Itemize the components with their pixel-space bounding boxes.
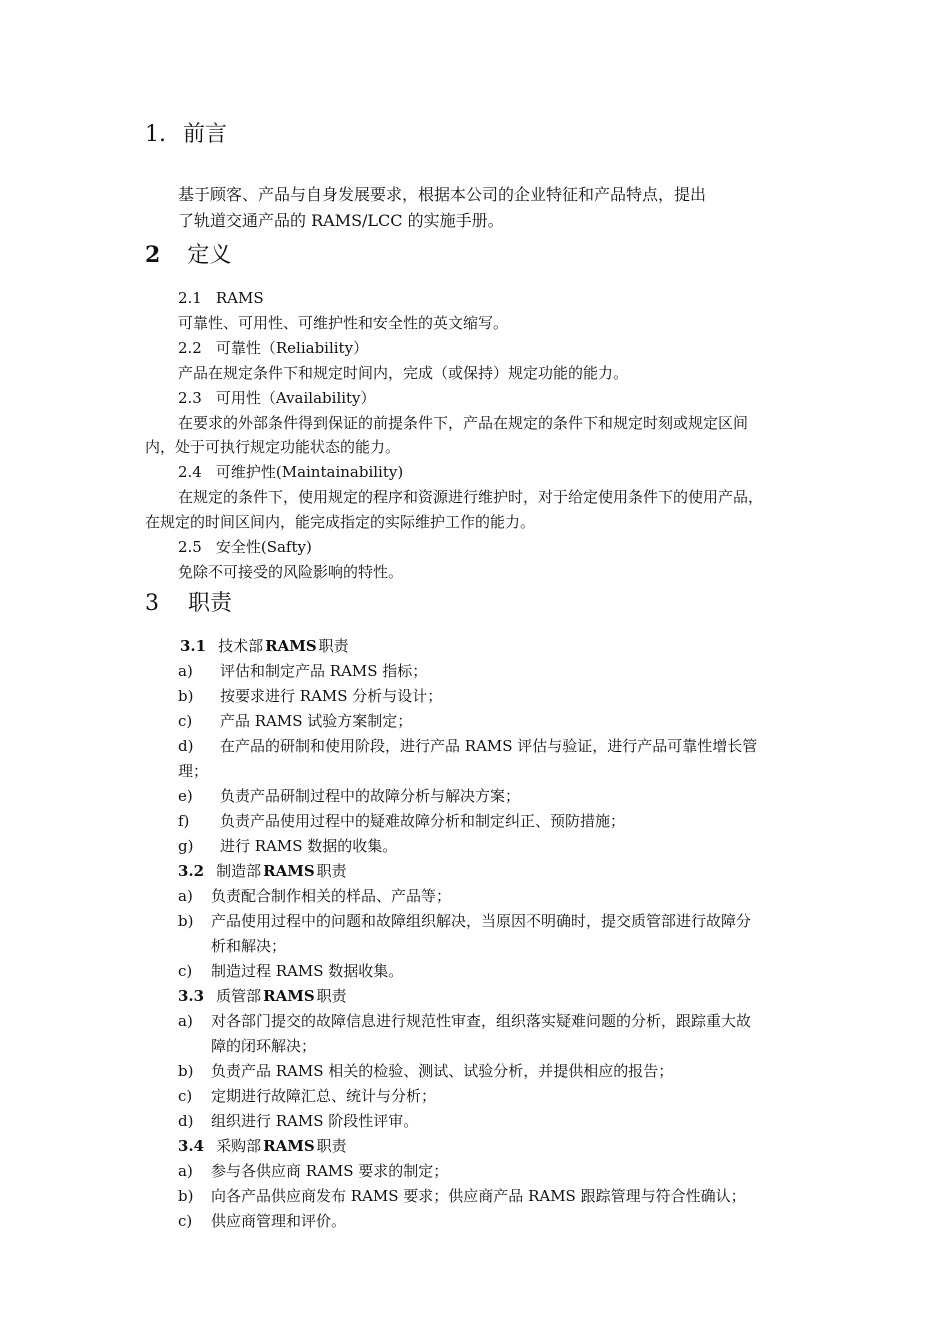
list-item-text: 析和解决； bbox=[211, 937, 287, 955]
list-item: g) bbox=[178, 837, 194, 855]
list-item-text: 定期进行故障汇总、统计与分析； bbox=[211, 1087, 437, 1105]
duty-group-heading-3-3: 3.3 质管部 RAMS 职责 bbox=[178, 987, 347, 1005]
definition-term-2-4: 2.4 可维护性(Maintainability) bbox=[178, 463, 404, 481]
list-item-text: 对各部门提交的故障信息进行规范性审查，组织落实疑难问题的分析，跟踪重大故 bbox=[211, 1012, 752, 1030]
list-item-text: 在产品的研制和使用阶段，进行产品 RAMS 评估与验证，进行产品可靠性增长管 bbox=[220, 737, 758, 755]
definition-term-2-3: 2.3 可用性（Availability） bbox=[178, 389, 376, 407]
list-item: f) bbox=[178, 812, 190, 830]
list-item: b) bbox=[178, 912, 194, 930]
list-item-text: 障的闭环解决； bbox=[211, 1037, 317, 1055]
definition-desc: 免除不可接受的风险影响的特性。 bbox=[178, 563, 404, 581]
definition-term-2-5: 2.5 安全性(Safty) bbox=[178, 538, 312, 556]
section-title: 职责 bbox=[188, 591, 233, 616]
definition-desc: 内，处于可执行规定功能状态的能力。 bbox=[145, 438, 401, 456]
section-title: 前言 bbox=[183, 122, 228, 147]
list-item-text: 按要求进行 RAMS 分析与设计； bbox=[220, 687, 443, 705]
list-item: a) bbox=[178, 1012, 193, 1030]
list-item-text: 向各产品供应商发布 RAMS 要求；供应商产品 RAMS 跟踪管理与符合性确认； bbox=[211, 1187, 746, 1205]
section-title: 定义 bbox=[187, 243, 232, 268]
list-item-text: 负责产品 RAMS 相关的检验、测试、试验分析，并提供相应的报告； bbox=[211, 1062, 674, 1080]
list-item-text: 参与各供应商 RAMS 要求的制定； bbox=[211, 1162, 449, 1180]
list-item: a) bbox=[178, 1162, 193, 1180]
list-item: c) bbox=[178, 962, 193, 980]
list-item-text: 负责配合制作相关的样品、产品等； bbox=[211, 887, 452, 905]
definition-desc: 在规定的时间区间内，能完成指定的实际维护工作的能力。 bbox=[145, 513, 536, 531]
section-number: 1. bbox=[145, 122, 166, 147]
section-2-heading bbox=[145, 241, 231, 270]
duty-group-heading-3-1: 3.1 技术部 RAMS 职责 bbox=[180, 637, 349, 655]
section-number: 2 bbox=[145, 242, 161, 268]
list-item-text: 负责产品使用过程中的疑难故障分析和制定纠正、预防措施； bbox=[220, 812, 626, 830]
list-item-text: 进行 RAMS 数据的收集。 bbox=[220, 837, 398, 855]
list-item-text: 产品使用过程中的问题和故障组织解决，当原因不明确时，提交质管部进行故障分 bbox=[211, 912, 752, 930]
list-item-text: 评估和制定产品 RAMS 指标； bbox=[220, 662, 428, 680]
list-item: b) bbox=[178, 687, 194, 705]
duty-group-heading-3-2: 3.2 制造部 RAMS 职责 bbox=[178, 862, 347, 880]
list-item: c) bbox=[178, 712, 193, 730]
definition-desc: 可靠性、可用性、可维护性和安全性的英文缩写。 bbox=[178, 314, 509, 332]
list-item-text: 产品 RAMS 试验方案制定； bbox=[220, 712, 413, 730]
intro-paragraph-line-1: 基于顾客、产品与自身发展要求，根据本公司的企业特征和产品特点，提出 bbox=[178, 185, 707, 204]
definition-desc: 产品在规定条件下和规定时间内，完成（或保持）规定功能的能力。 bbox=[178, 364, 629, 382]
section-3-heading bbox=[145, 590, 232, 618]
list-item-text: 理； bbox=[178, 762, 209, 780]
section-number: 3 bbox=[145, 591, 159, 616]
list-item: c) bbox=[178, 1212, 193, 1230]
list-item: e) bbox=[178, 787, 193, 805]
list-item: d) bbox=[178, 1112, 194, 1130]
list-item-text: 制造过程 RAMS 数据收集。 bbox=[211, 962, 404, 980]
definition-desc: 在规定的条件下，使用规定的程序和资源进行维护时，对于给定使用条件下的使用产品， bbox=[178, 488, 764, 506]
list-item: a) bbox=[178, 887, 193, 905]
list-item: d) bbox=[178, 737, 194, 755]
list-item-text: 负责产品研制过程中的故障分析与解决方案； bbox=[220, 787, 521, 805]
list-item: b) bbox=[178, 1187, 194, 1205]
duty-group-heading-3-4: 3.4 采购部 RAMS 职责 bbox=[178, 1137, 347, 1155]
list-item: b) bbox=[178, 1062, 194, 1080]
list-item-text: 供应商管理和评价。 bbox=[211, 1212, 347, 1230]
section-1-heading bbox=[145, 121, 227, 149]
definition-term-2-1: 2.1 RAMS bbox=[178, 289, 264, 307]
list-item-text: 组织进行 RAMS 阶段性评审。 bbox=[211, 1112, 419, 1130]
definition-term-2-2: 2.2 可靠性（Reliability） bbox=[178, 339, 369, 357]
definition-desc: 在要求的外部条件得到保证的前提条件下，产品在规定的条件下和规定时刻或规定区间 bbox=[178, 414, 749, 432]
list-item: a) bbox=[178, 662, 193, 680]
intro-paragraph-line-2: 了轨道交通产品的 RAMS/LCC 的实施手册。 bbox=[178, 211, 504, 230]
list-item: c) bbox=[178, 1087, 193, 1105]
